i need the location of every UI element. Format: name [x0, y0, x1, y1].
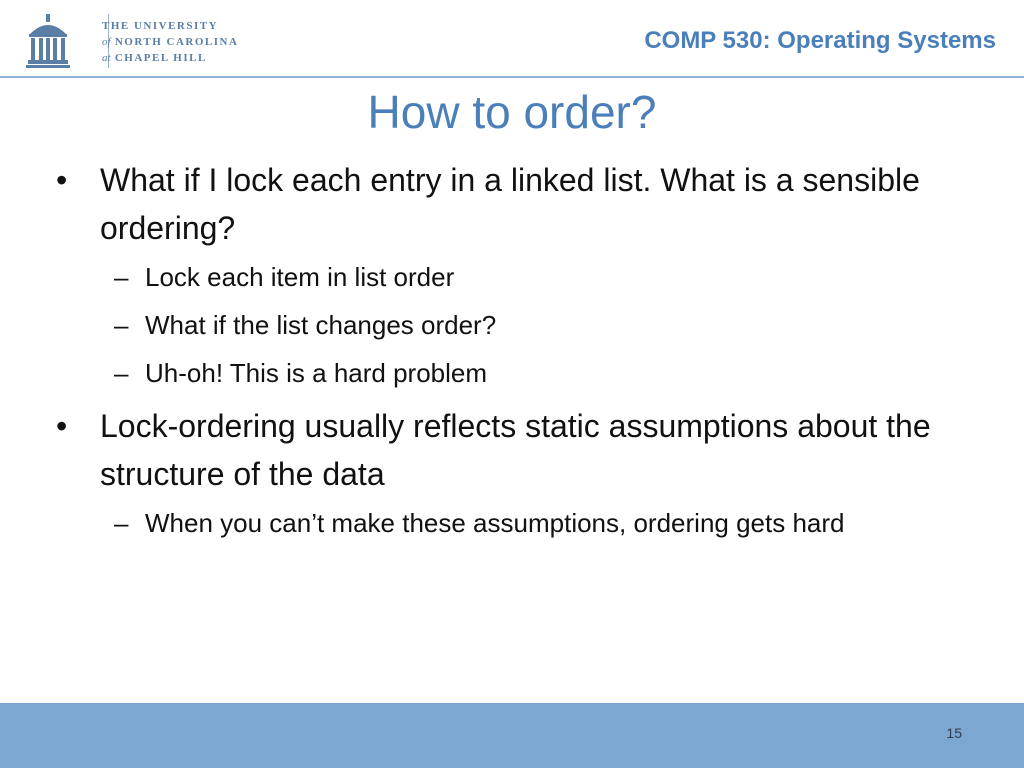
header-divider — [0, 76, 1024, 78]
dash-glyph: – — [114, 310, 129, 340]
university-line-3 — [102, 50, 238, 66]
sub-bullet-item — [54, 502, 954, 544]
bullet-item — [54, 402, 954, 498]
sub-bullet-text: What if the list changes order? — [145, 310, 497, 340]
university-line-1: THE UNIVERSITY — [102, 20, 219, 32]
sub-bullet-text: Uh-oh! This is a hard problem — [145, 358, 488, 388]
university-logo — [26, 12, 266, 72]
university-line-3-text: CHAPEL HILL — [114, 52, 207, 64]
bullet-glyph: • — [56, 408, 68, 444]
bullet-text: Lock-ordering usually reflects static assumptions about the structure of the data — [100, 408, 931, 492]
page-number: 15 — [946, 725, 962, 741]
course-title: COMP 530: Operating Systems — [644, 27, 996, 54]
sub-bullet-text: Lock each item in list order — [145, 262, 455, 292]
university-line-3-prefix: at — [102, 52, 111, 64]
sub-bullet-item — [54, 304, 954, 346]
bullet-glyph: • — [56, 162, 68, 198]
footer-bar — [0, 703, 1024, 768]
university-line-2-text: NORTH CAROLINA — [114, 36, 239, 48]
slide-title: How to order? — [367, 86, 657, 138]
slide-content — [54, 156, 954, 544]
dash-glyph: – — [114, 358, 129, 388]
university-line-2 — [102, 34, 238, 50]
university-name — [102, 18, 238, 66]
old-well-icon — [26, 12, 70, 70]
university-line-2-prefix: of — [102, 36, 111, 48]
sub-bullet-item — [54, 256, 954, 298]
dash-glyph: – — [114, 262, 129, 292]
sub-bullet-text: When you can’t make these assumptions, ordering gets hard — [145, 508, 845, 538]
sub-bullet-item — [54, 352, 954, 394]
bullet-item — [54, 156, 954, 252]
dash-glyph: – — [114, 508, 129, 538]
bullet-text: What if I lock each entry in a linked list. What is a sensible ordering? — [100, 162, 920, 246]
